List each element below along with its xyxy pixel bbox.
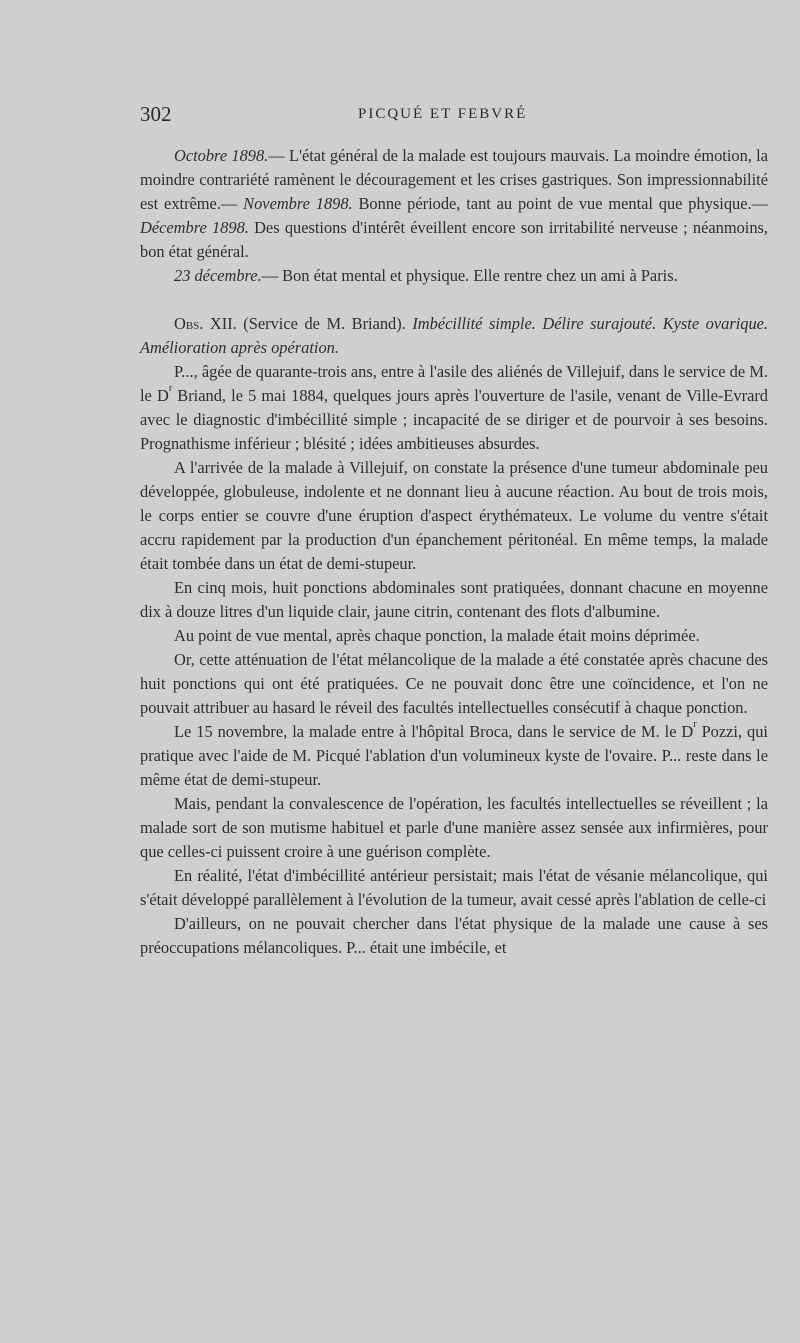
date-november: Novembre 1898. xyxy=(243,194,353,213)
paragraph-text: Pozzi, qui pratique avec l'aide de M. Picqué l'ablation d'un volumineux kyste de l'ovaire. P... reste dans le même état de demi-stupeur. xyxy=(140,722,768,789)
date-december-23: 23 décembre. xyxy=(174,266,262,285)
observation-label: Obs. XII. xyxy=(174,314,237,333)
paragraph-text: — L'état général de la malade est toujours mauvais. La moindre émotion, la moindre contrariété ramènent le découragement et les crises gastriques. Son impressionnabilité est extrême.— xyxy=(140,146,769,213)
superscript: r xyxy=(168,383,173,394)
paragraph-arrival: A l'arrivée de la malade à Villejuif, on constate la présence d'une tumeur abdominale peu développée, globuleuse, indolente et ne donnant lieu à aucune réaction. Au bout de trois mois, le corps entier se couvre d'une éruption d'aspect érythémateux. Le volume du ventre s'était accru rapidement par la production d'un épanchement péritonéal. En même temps, la malade était tombée dans un état de demi-stupeur. xyxy=(140,458,768,573)
observation-service: (Service de M. Briand). xyxy=(236,314,413,333)
superscript: r xyxy=(693,719,697,730)
running-title: PICQUÉ ET FEBVRÉ xyxy=(358,106,528,122)
paragraph-attenuation: Or, cette atténuation de l'état mélancolique de la malade a été constatée après chacune des huit ponctions qui ont été pratiquées. Ce ne pouvait donc être une coïncidence, et l'on ne pouvait attribuer au hasard le réveil des facultés intellectuelles consécutif à chaque ponction. xyxy=(140,650,768,717)
paragraph-text: — Bon état mental et physique. Elle rentre chez un ami à Paris. xyxy=(261,266,678,285)
paragraph-convalescence: Mais, pendant la convalescence de l'opération, les facultés intellectuelles se réveillent ; la malade sort de son mutisme habituel et parle d'une manière assez sensée aux infirmières, pour que celles-ci puissent croire à une guérison complète. xyxy=(140,794,768,861)
page-header xyxy=(140,102,768,132)
paragraph-text: Briand, le 5 mai 1884, quelques jours après l'ouverture de l'asile, venant de Ville-Evrard avec le diagnostic d'imbécillité simple ; incapacité de se diriger et de pourvoir à ses besoins. Prognathisme inférieur ; blésité ; idées ambitieuses absurdes. xyxy=(140,386,769,453)
paragraph-admission xyxy=(140,360,768,456)
paragraph-text: Le 15 novembre, la malade entre à l'hôpital Broca, dans le service de M. le D xyxy=(174,722,694,741)
paragraph-broca xyxy=(140,720,768,792)
date-december: Décembre 1898. xyxy=(140,218,249,237)
paragraph-december-23 xyxy=(140,264,768,288)
paragraph-mental-state: Au point de vue mental, après chaque ponction, la malade était moins déprimée. xyxy=(174,626,700,645)
paragraph-moreover: D'ailleurs, on ne pouvait chercher dans l'état physique de la malade une cause à ses préoccupations mélancoliques. P... était une imbécile, et xyxy=(140,914,768,957)
paragraph-text: Bonne période, tant au point de vue mental que physique.— xyxy=(352,194,768,213)
observation-title: Imbécillité simple. Délire surajouté. Kyste ovarique. Amélioration après opération. xyxy=(140,314,769,357)
date-october: Octobre 1898. xyxy=(174,146,269,165)
paragraph-october xyxy=(140,144,768,264)
observation-heading xyxy=(140,312,768,360)
body-text xyxy=(140,144,768,960)
paragraph-reality: En réalité, l'état d'imbécillité antérieur persistait; mais l'état de vésanie mélancolique, qui s'était développé parallèlement à l'évolution de la tumeur, avait cessé après l'ablation de celle-ci xyxy=(140,866,768,909)
paragraph-text: Des questions d'intérêt éveillent encore son irritabilité nerveuse ; néanmoins, bon état général. xyxy=(140,218,768,261)
page-number: 302 xyxy=(140,102,172,126)
paragraph-punctions: En cinq mois, huit ponctions abdominales sont pratiquées, donnant chacune en moyenne dix à douze litres d'un liquide clair, jaune citrin, contenant des flots d'albumine. xyxy=(140,578,768,621)
paragraph-text: P..., âgée de quarante-trois ans, entre à l'asile des aliénés de Villejuif, dans le service de M. le D xyxy=(140,362,768,405)
